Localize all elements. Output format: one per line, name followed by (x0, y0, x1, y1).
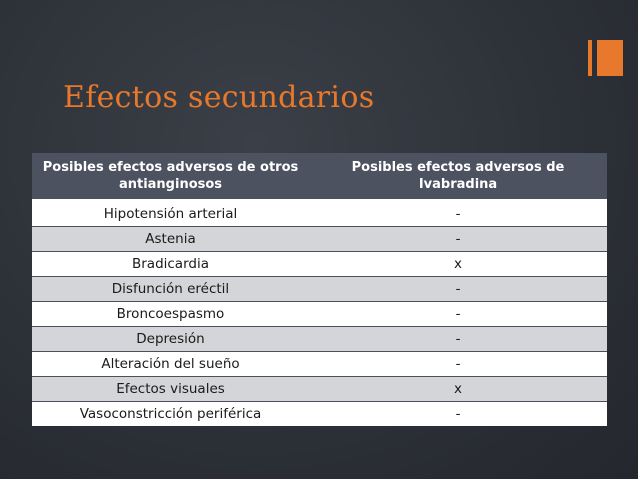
effect-cell: Alteración del sueño (32, 352, 309, 377)
ivabradine-cell: - (309, 352, 607, 377)
ivabradine-cell: - (309, 201, 607, 227)
ivabradine-cell: - (309, 302, 607, 327)
effect-cell: Astenia (32, 227, 309, 252)
effect-cell: Efectos visuales (32, 377, 309, 402)
header-ivabradine: Posibles efectos adversos de Ivabradina (309, 153, 607, 201)
effect-cell: Bradicardia (32, 252, 309, 277)
table-row (32, 302, 607, 327)
table-header-row (32, 153, 607, 201)
table-row (32, 201, 607, 227)
accent-bar-thick (597, 40, 623, 76)
effect-cell: Depresión (32, 327, 309, 352)
ivabradine-cell: - (309, 402, 607, 427)
table-row (32, 377, 607, 402)
ivabradine-cell: - (309, 227, 607, 252)
ivabradine-cell: - (309, 327, 607, 352)
table-row (32, 227, 607, 252)
effect-cell: Hipotensión arterial (32, 201, 309, 227)
header-other-antianginals: Posibles efectos adversos de otros antianginosos (32, 153, 309, 201)
ivabradine-cell: x (309, 252, 607, 277)
ivabradine-cell: x (309, 377, 607, 402)
table-row (32, 327, 607, 352)
ivabradine-cell: - (309, 277, 607, 302)
accent-bar-thin (588, 40, 592, 76)
effect-cell: Disfunción eréctil (32, 277, 309, 302)
effect-cell: Broncoespasmo (32, 302, 309, 327)
table-row (32, 277, 607, 302)
side-effects-table (32, 153, 607, 426)
table-row (32, 402, 607, 427)
effect-cell: Vasoconstricción periférica (32, 402, 309, 427)
table-row (32, 352, 607, 377)
slide-title: Efectos secundarios (63, 80, 375, 115)
table-row (32, 252, 607, 277)
